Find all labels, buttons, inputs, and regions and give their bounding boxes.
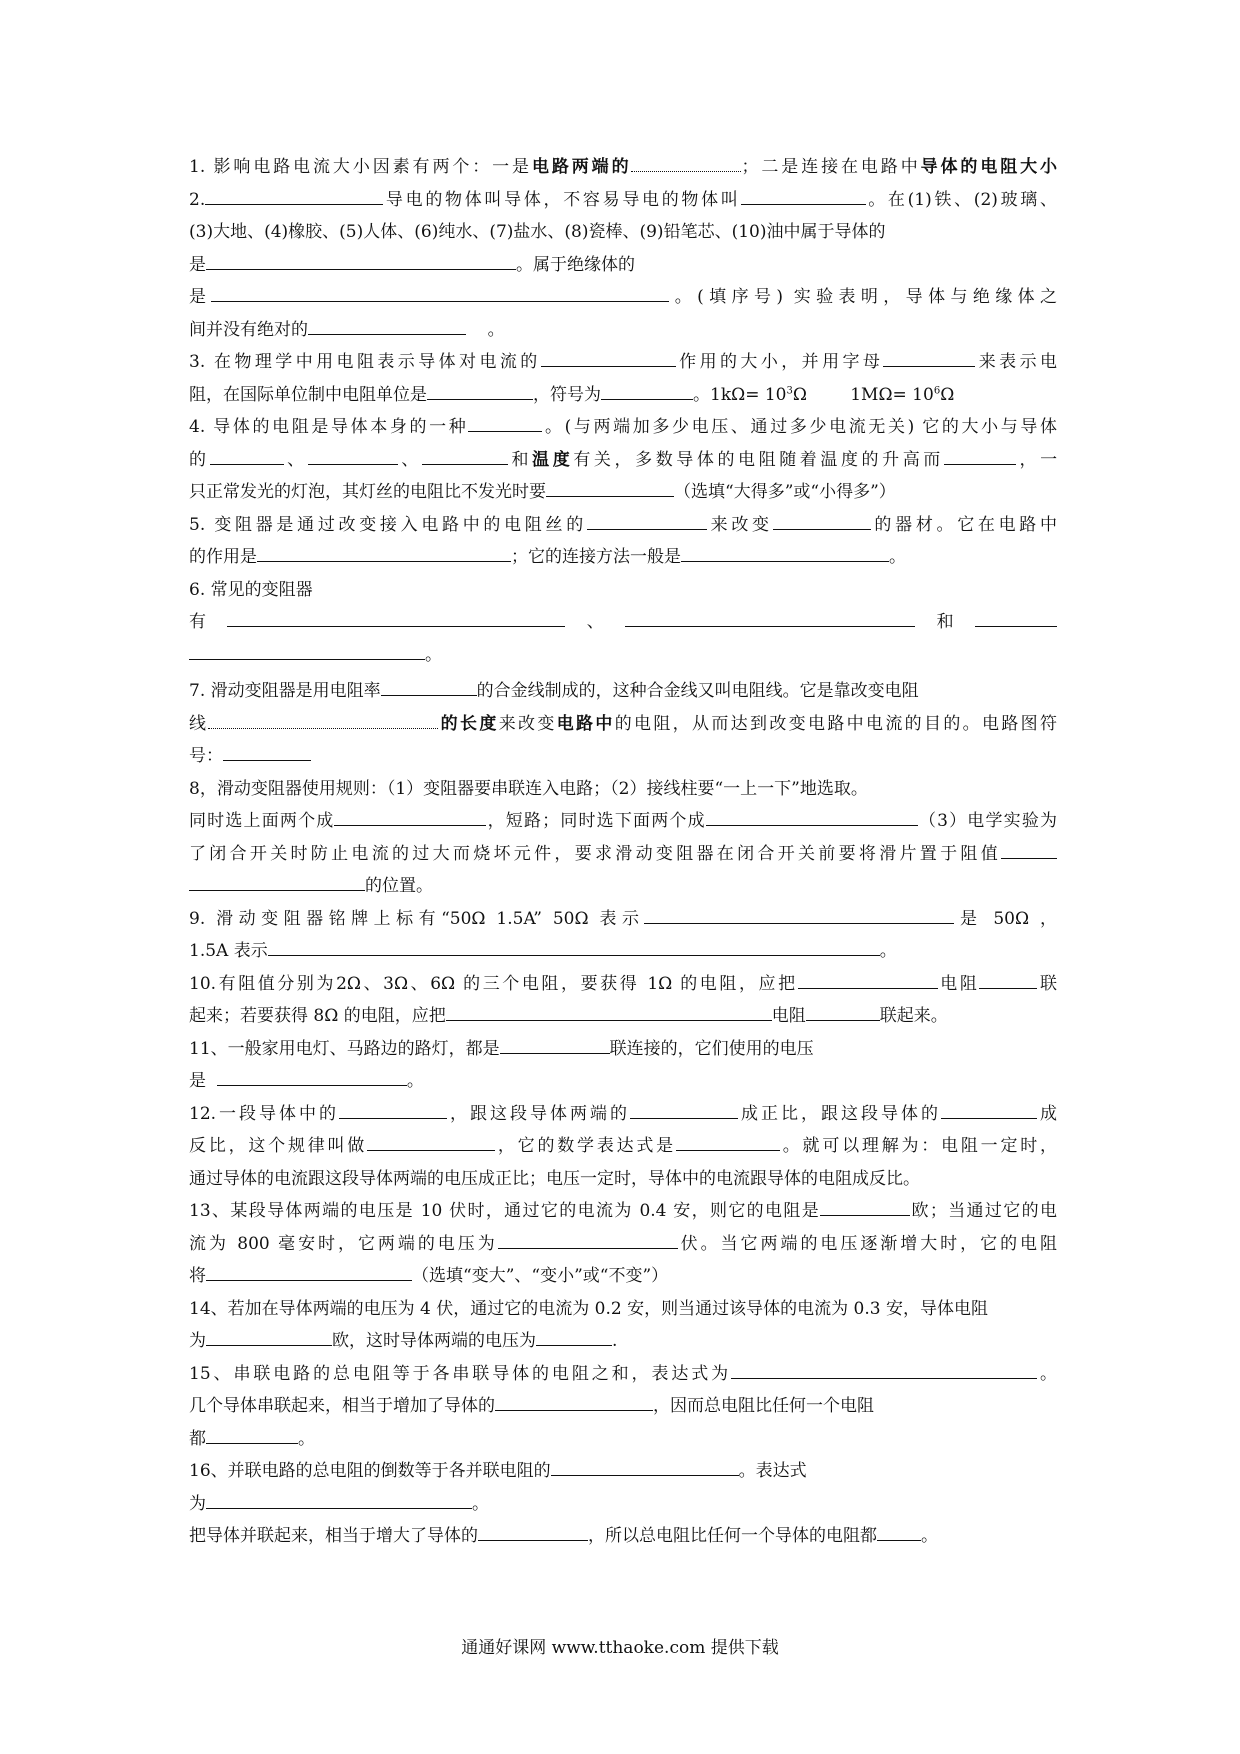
q15-text: 都 [189,1428,206,1449]
q3-exponent: 6 [933,384,941,396]
q6-line2 [189,606,1057,639]
q11-line1 [189,1033,1057,1066]
q3-exponent: 3 [786,384,793,396]
q4-text: 的 [189,449,210,470]
q12-line1 [189,1098,1057,1131]
q4-text: 、 [397,449,422,470]
q4-line3 [189,476,1057,509]
q14-line2 [189,1325,1057,1358]
q16-text: 。 [921,1526,938,1546]
q5-text: ；它的连接方法一般是 [511,547,681,567]
q1-bold-text: 电路两端的 [531,157,632,177]
q14-text: . [612,1331,618,1351]
q15-blank[interactable] [495,1393,653,1411]
q5-line1 [189,509,1057,542]
q3-text: 阻，在国际单位制中电阻单位是 [189,384,427,405]
q1-bold-text: 导体的电阻大小 [920,157,1058,177]
q15-line1 [189,1358,1057,1391]
q15-line2 [189,1390,1057,1423]
q2-line1 [189,184,1057,217]
q16-blank[interactable] [478,1523,588,1541]
q10-blank[interactable] [446,1003,772,1021]
q3-text: Ω [940,384,955,405]
q7-line3 [189,740,1057,773]
q8-line3 [189,838,1057,871]
q16-blank[interactable] [877,1523,921,1541]
q10-text: 联 [1037,973,1058,994]
q10-text: 电阻 [937,973,980,994]
q10-blank[interactable] [979,971,1037,989]
q6-text: 有 [189,612,228,632]
q7-text: 号： [189,746,223,766]
q4-text: 有关，多数导体的电阻随着温度的升高而 [573,449,944,470]
q10-text: 联起来。 [879,1006,948,1026]
q9-line1 [189,903,1057,936]
q5-text: 。 [889,547,906,567]
q2-blank[interactable] [211,284,669,302]
q12-blank[interactable] [630,1101,738,1119]
q2-text: 是 [189,287,212,307]
q2-line5 [189,314,1057,347]
q7-bold-text: 电路中 [556,713,615,734]
q5-text: 来改变 [706,514,773,535]
q13-blank[interactable] [820,1198,910,1216]
q10-line1 [189,968,1057,1001]
q16-text: 16、并联电路的总电阻的倒数等于各并联电阻的 [189,1461,551,1481]
q3-text: 。1kΩ= 10 [693,384,787,405]
q12-text: ，它的数学表达式是 [495,1136,676,1156]
q5-line2 [189,541,1057,574]
q4-text: 只正常发光的灯泡，其灯丝的电阻比不发光时要 [189,482,546,502]
q8-text: （3）电学实验为 [917,811,1058,831]
q13-text: 流为 800 毫安时，它两端的电压为 [189,1233,498,1254]
q4-blank[interactable] [546,479,674,497]
q15-blank[interactable] [206,1426,298,1444]
q9-blank[interactable] [268,938,880,956]
q3-line1 [189,346,1057,379]
q2-text: 间并没有绝对的 [189,319,308,340]
q4-blank[interactable] [308,447,398,465]
q2-text: 。在(1)铁、(2)玻璃、 [865,189,1057,210]
q13-text: 欧；当通过它的电 [910,1201,1057,1221]
q6-blank[interactable] [189,642,425,660]
q16-text: 。 [472,1493,489,1514]
q5-blank[interactable] [773,512,871,530]
q9-text: 。 [879,941,897,961]
q11-blank[interactable] [217,1068,407,1086]
q15-blank[interactable] [731,1361,1037,1379]
q2-blank[interactable] [206,252,516,270]
q4-blank[interactable] [944,447,1016,465]
q2-text: 是 [189,254,206,275]
q4-blank[interactable] [210,447,284,465]
q3-text: Ω [792,384,807,405]
q16-line3 [189,1520,1057,1553]
q9-blank[interactable] [644,906,954,924]
q3-text: 3. 在物理学中用电阻表示导体对电流的 [189,352,541,372]
q10-text: 电阻 [771,1006,806,1026]
q15-text: 。 [1037,1363,1057,1384]
q5-text: 的作用是 [189,547,257,567]
q7-blank[interactable] [208,711,438,729]
q6-blank[interactable] [227,609,565,627]
q2-line4 [189,281,1057,314]
q7-text: 的电阻，从而达到改变电路中电流的目的。电路图符 [614,713,1058,734]
q6-text: 。 [425,644,442,665]
q13-text: 13、某段导体两端的电压是 10 伏时，通过它的电流为 0.4 安，则它的电阻是 [189,1201,821,1221]
q10-text: 10.有阻值分别为2Ω、3Ω、6Ω 的三个电阻，要获得 1Ω 的电阻，应把 [189,973,798,994]
q2-text: (3)大地、(4)橡胶、(5)人体、(6)纯水、(7)盐水、(8)瓷棒、(9)铅笔芯、(10)油中属于导体的 [189,222,886,242]
q13-line2 [189,1228,1057,1261]
q13-text: 将 [189,1266,206,1286]
q5-text: 的器材。它在电路中 [870,514,1058,535]
q8-text: 的位置。 [365,876,433,896]
q8-text: 8，滑动变阻器使用规则：（1）变阻器要串联连入电路；（2）接线柱要“一上一下”地选取。 [189,778,868,799]
q2-blank[interactable] [308,317,466,335]
q1-text: 1. 影响电路电流大小因素有两个：一是 [189,157,532,177]
q13-text: 伏。当它两端的电压逐渐增大时，它的电阻 [677,1233,1057,1254]
q2-text: 2. [189,189,206,210]
q12-text: 成正比，跟这段导体的 [738,1103,941,1124]
q14-text: 为 [189,1331,206,1351]
q1-line1 [189,151,1057,184]
q4-text: 和 [507,449,533,470]
q15-text: 15、串联电路的总电阻等于各串联导体的电阻之和，表达式为 [189,1363,732,1384]
q12-text: 成 [1037,1103,1057,1124]
q7-text: 7. 滑动变阻器是用电阻率 [189,681,381,701]
q7-line2 [189,708,1057,741]
q3-text: 1MΩ= 10 [850,384,934,405]
q10-blank[interactable] [798,971,938,989]
q8-text: 同时选上面两个成 [189,811,335,831]
q10-blank[interactable] [806,1003,880,1021]
q2-text: 。(填序号) 实验表明，导体与绝缘体之 [669,287,1058,307]
q2-text: 。 [487,319,505,340]
worksheet-content [189,151,1057,1553]
q3-text: 作用的大小，并用字母 [675,352,884,372]
q9-line2 [189,935,1057,968]
q12-blank[interactable] [367,1133,495,1151]
q12-text: 反比，这个规律叫做 [189,1136,368,1156]
q1-blank[interactable] [631,154,741,172]
q15-line3 [189,1423,1057,1456]
q8-blank[interactable] [334,808,486,826]
q3-text: ，符号为 [533,384,601,405]
q4-blank[interactable] [422,447,508,465]
q7-text: 来改变 [498,713,557,734]
q14-text: 欧，这时导体两端的电压为 [332,1331,536,1351]
q6-blank[interactable] [625,609,915,627]
q8-line2 [189,805,1057,838]
q5-blank[interactable] [681,544,889,562]
q5-blank[interactable] [257,544,511,562]
q8-line4 [189,870,1057,903]
q3-text: 来表示电 [975,352,1058,372]
q6-text: 6. 常见的变阻器 [189,579,313,600]
q16-line2 [189,1488,1057,1521]
q4-text: 。(与两端加多少电压、通过多少电流无关) 它的大小与导体 [542,417,1058,437]
q11-blank[interactable] [500,1036,610,1054]
q4-text: （选填“大得多”或“小得多”） [674,482,896,502]
q2-line3 [189,249,1057,282]
q13-line3 [189,1260,1057,1293]
q7-bold-text: 的长度 [438,713,499,734]
q2-text: 导电的物体叫导体，不容易导电的物体叫 [383,189,741,210]
q12-text: ，跟这段导体两端的 [447,1103,631,1124]
q4-line2 [189,444,1057,477]
q4-bold-text: 温度 [532,449,574,470]
q3-blank[interactable] [601,382,693,400]
q9-text: 1.5A 表示 [189,941,268,961]
q7-blank[interactable] [223,743,311,761]
q4-line1 [189,411,1057,444]
q12-line3 [189,1163,1057,1196]
q16-text: 。表达式 [738,1461,807,1481]
q11-text: 是 [189,1071,206,1091]
q16-line1 [189,1455,1057,1488]
q7-line1 [189,675,1057,708]
q9-text: 9. 滑动变阻器铭牌上标有“50Ω 1.5A” 50Ω 表示 [189,908,645,929]
q6-line1 [189,574,1057,607]
q11-text: 11、一般家用电灯、马路边的路灯，都是 [189,1038,500,1059]
q4-text: 4. 导体的电阻是导体本身的一种 [189,417,469,437]
q11-line2 [189,1065,1057,1098]
q10-line2 [189,1000,1057,1033]
q16-text: 把导体并联起来，相当于增大了导体的 [189,1526,478,1546]
q16-text: ，所以总电阻比任何一个导体的电阻都 [588,1526,877,1546]
q12-blank[interactable] [676,1133,780,1151]
q1-text: ；二是连接在电路中 [741,157,921,177]
q13-blank[interactable] [498,1231,678,1249]
q12-blank[interactable] [941,1101,1037,1119]
q7-blank[interactable] [381,678,477,696]
q4-blank[interactable] [468,414,542,432]
q7-text: 的合金线制成的，这种合金线又叫电阻线。它是靠改变电阻 [476,681,919,701]
q8-line1 [189,773,1057,806]
q16-blank[interactable] [551,1458,739,1476]
q2-blank[interactable] [205,187,383,205]
q16-text: 为 [189,1493,206,1514]
q13-text: （选填“变大”、“变小”或“不变”） [412,1266,669,1286]
q6-line3 [189,639,1057,672]
q14-blank[interactable] [536,1328,612,1346]
q11-text: 。 [406,1071,424,1091]
q5-blank[interactable] [587,512,707,530]
q8-blank[interactable] [1001,841,1057,859]
q12-text: 。就可以理解为：电阻一定时， [779,1136,1058,1156]
q8-text: 了闭合开关时防止电流的过大而烧坏元件，要求滑动变阻器在闭合开关前要将滑片置于阻值 [189,843,1001,864]
q5-text: 5. 变阻器是通过改变接入电路中的电阻丝的 [189,514,587,535]
q6-text: 、 [565,612,626,632]
q7-text: 线 [189,713,209,734]
q9-text: 是 50Ω ， [954,908,1057,929]
q3-blank[interactable] [427,382,533,400]
q13-blank[interactable] [206,1263,412,1281]
q14-blank[interactable] [206,1328,332,1346]
footer-download-note: 通通好课网 www.tthaoke.com 提供下载 [461,1638,779,1658]
q3-line2 [189,379,1057,412]
q10-text: 起来；若要获得 8Ω 的电阻，应把 [189,1006,446,1026]
q13-line1 [189,1195,1057,1228]
q14-text: 14、若加在导体两端的电压为 4 伏，通过它的电流为 0.2 安，则当通过该导体的电流为 0.3 安，导体电阻 [189,1298,988,1319]
q4-text: ，一 [1015,449,1058,470]
q2-text: 。属于绝缘体的 [516,254,635,275]
q6-blank[interactable] [975,609,1057,627]
q11-text: 联连接的，它们使用的电压 [609,1038,814,1059]
q12-blank[interactable] [339,1101,447,1119]
q8-blank[interactable] [706,808,918,826]
q12-text: 通过导体的电流跟这段导体两端的电压成正比；电压一定时，导体中的电流跟导体的电阻成反比。 [189,1168,920,1189]
q14-line1 [189,1293,1057,1326]
q8-blank[interactable] [189,873,365,891]
q4-text: 、 [283,449,308,470]
q15-text: 。 [298,1428,315,1449]
q6-text: 和 [915,612,976,632]
q12-line2 [189,1130,1057,1163]
q2-line2 [189,216,1057,249]
q15-text: 几个导体串联起来，相当于增加了导体的 [189,1396,495,1416]
q15-text: ，因而总电阻比任何一个电阻 [653,1396,874,1416]
q3-blank[interactable] [541,349,676,367]
q8-text: ，短路；同时选下面两个成 [486,811,706,831]
q16-blank[interactable] [206,1491,472,1509]
q12-text: 12.一段导体中的 [189,1103,340,1124]
q2-blank[interactable] [741,187,866,205]
q3-blank[interactable] [883,349,975,367]
